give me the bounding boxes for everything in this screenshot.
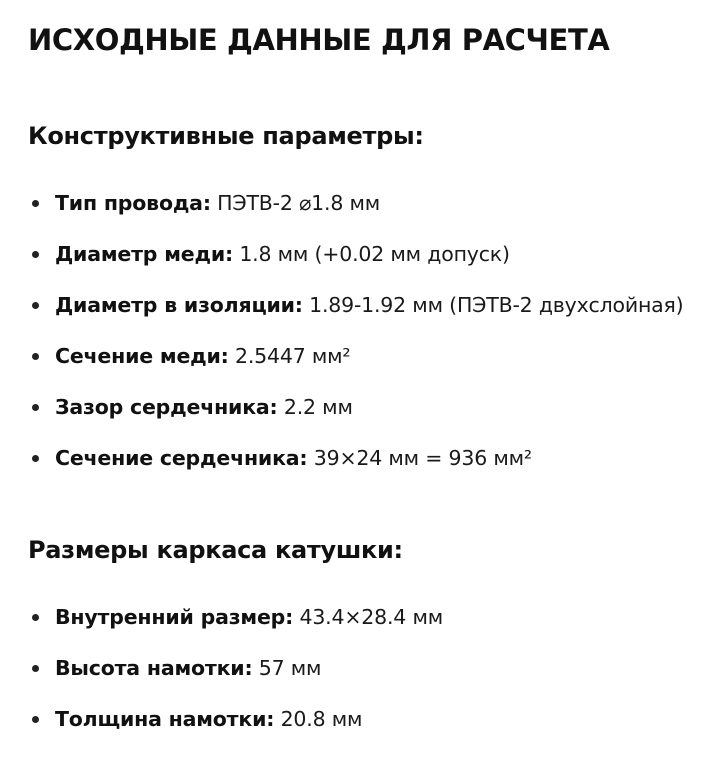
list-item xyxy=(28,185,683,236)
item-value: 2.2 мм xyxy=(277,395,353,419)
section-heading-construct: Конструктивные параметры: xyxy=(28,122,424,150)
item-label: Диаметр в изоляции: xyxy=(55,293,303,317)
item-label: Сечение сердечника: xyxy=(55,446,308,470)
list-item xyxy=(28,599,443,650)
list-item xyxy=(28,236,683,287)
page-title: ИСХОДНЫЕ ДАННЫЕ ДЛЯ РАСЧЕТА xyxy=(28,23,610,57)
item-label: Зазор сердечника: xyxy=(55,395,278,419)
list-item xyxy=(28,389,683,440)
item-label: Тип провода: xyxy=(55,191,211,215)
list-item xyxy=(28,701,443,752)
construct-params-list xyxy=(28,185,683,491)
item-value: ПЭТВ-2 ⌀1.8 мм xyxy=(210,191,381,215)
section-heading-frame: Размеры каркаса катушки: xyxy=(28,536,403,564)
item-value: 39×24 мм = 936 мм² xyxy=(307,446,532,470)
list-item xyxy=(28,338,683,389)
list-item xyxy=(28,287,683,338)
item-value: 1.89-1.92 мм (ПЭТВ-2 двухслойная) xyxy=(302,293,684,317)
item-label: Высота намотки: xyxy=(55,656,253,680)
item-value: 43.4×28.4 мм xyxy=(293,605,443,629)
list-item xyxy=(28,440,683,491)
item-value: 1.8 мм (+0.02 мм допуск) xyxy=(233,242,510,266)
item-label: Толщина намотки: xyxy=(55,707,275,731)
item-label: Диаметр меди: xyxy=(55,242,233,266)
item-value: 57 мм xyxy=(252,656,322,680)
item-label: Внутренний размер: xyxy=(55,605,294,629)
item-label: Сечение меди: xyxy=(55,344,229,368)
list-item xyxy=(28,650,443,701)
item-value: 20.8 мм xyxy=(274,707,363,731)
frame-size-list xyxy=(28,599,443,752)
item-value: 2.5447 мм² xyxy=(228,344,351,368)
